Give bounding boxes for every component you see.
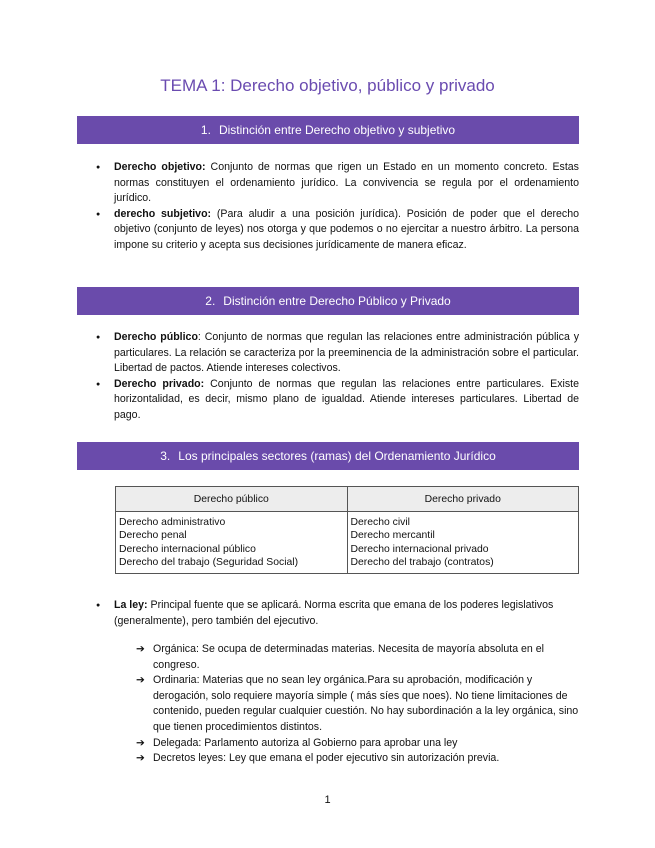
list-item (96, 330, 579, 377)
section-number: 3. (160, 449, 171, 463)
list-item (96, 207, 579, 254)
definition: Principal fuente que se aplicará. Norma escrita que emana de los poderes legislativos (generalmente), pero también del ejecutivo. (114, 599, 554, 627)
section-number: 2. (205, 294, 216, 308)
branch-item: Derecho penal (119, 530, 187, 542)
public-branches-cell (116, 512, 348, 574)
law-type-text: Delegada: Parlamento autoriza al Gobierno para aprobar una ley (153, 736, 458, 749)
law-section (96, 598, 579, 629)
branch-item: Derecho internacional privado (350, 543, 489, 555)
list-item (96, 377, 579, 424)
branch-item: Derecho mercantil (350, 530, 435, 542)
column-header-public: Derecho público (116, 487, 348, 512)
list-item (96, 160, 579, 207)
definition: : Conjunto de normas que regulan las relaciones entre administración pública y particulares. La relación se caracteriza por la preeminencia de la administración sobre el particular. Libertad de pactos. Atiende intereses colectivos. (114, 331, 579, 375)
branch-item: Derecho administrativo (119, 517, 226, 528)
arrow-icon: ➔ (136, 752, 145, 765)
section-1-header (77, 116, 579, 144)
definition: Conjunto de normas que regulan las relaciones entre particulares. Existe horizontalidad, es decir, mismo plano de igualdad. Atiende intereses particulares. Libertad de pago. (114, 377, 580, 421)
section-heading: Los principales sectores (ramas) del Ordenamiento Jurídico (178, 449, 496, 463)
section-heading: Distinción entre Derecho Público y Privado (223, 294, 451, 308)
section-3-header (77, 442, 579, 470)
section-1-list (96, 160, 579, 254)
term: La ley: (114, 599, 148, 611)
page-number: 1 (324, 794, 331, 806)
section-2-header (77, 287, 579, 315)
arrow-icon: ➔ (136, 643, 145, 655)
law-type-text: Ordinaria: Materias que no sean ley orgánica.Para su aprobación, modificación y derogación, solo requiere mayoría simple ( más síes que noes). No tiene limitaciones de contenido, pueden regular cualquier cuestión. No hay subordinación a la ley orgánica, sino que tienen procedimientos distintos. (153, 674, 579, 733)
sectors-table (115, 486, 579, 574)
definition: (Para aludir a una posición jurídica). Posición de poder que el derecho objetivo (conjunto de leyes) nos otorga y que podemos o no ejercitar a nuestro árbitro. La persona impone su criterio y acepta sus decisiones jurídicamente de manera eficaz. (114, 207, 579, 251)
section-2-list (96, 330, 579, 424)
law-type-item (136, 642, 579, 673)
table-header-row (116, 487, 579, 512)
term: Derecho público (114, 331, 198, 343)
branch-item: Derecho internacional público (119, 543, 256, 555)
branch-item: Derecho del trabajo (Seguridad Social) (119, 557, 299, 569)
list-item (96, 598, 579, 629)
arrow-icon: ➔ (136, 736, 145, 749)
law-type-item (136, 751, 579, 767)
page-title: TEMA 1: Derecho objetivo, público y privado (160, 76, 495, 95)
table-row (116, 512, 579, 574)
section-heading: Distinción entre Derecho objetivo y subjetivo (218, 123, 456, 137)
law-type-text: Orgánica: Se ocupa de determinadas materias. Necesita de mayoría absoluta en el congreso. (153, 643, 545, 671)
branch-item: Derecho civil (350, 517, 410, 528)
arrow-icon: ➔ (136, 674, 145, 687)
column-header-private: Derecho privado (347, 487, 579, 512)
law-type-text: Decretos leyes: Ley que emana el poder ejecutivo sin autorización previa. (153, 752, 500, 765)
term: derecho subjetivo: (114, 207, 212, 220)
term: Derecho objetivo: (114, 161, 206, 173)
law-type-item (136, 736, 579, 752)
branch-item: Derecho del trabajo (contratos) (350, 557, 494, 569)
term: Derecho privado: (114, 377, 205, 390)
section-number: 1. (200, 123, 211, 137)
law-types-list (136, 642, 579, 767)
law-type-item (136, 673, 579, 735)
private-branches-cell (347, 512, 579, 574)
definition: Conjunto de normas que rigen un Estado en un momento concreto. Estas normas constituyen el ordenamiento jurídico. La convivencia se regula por el ordenamiento jurídico. (114, 161, 579, 205)
